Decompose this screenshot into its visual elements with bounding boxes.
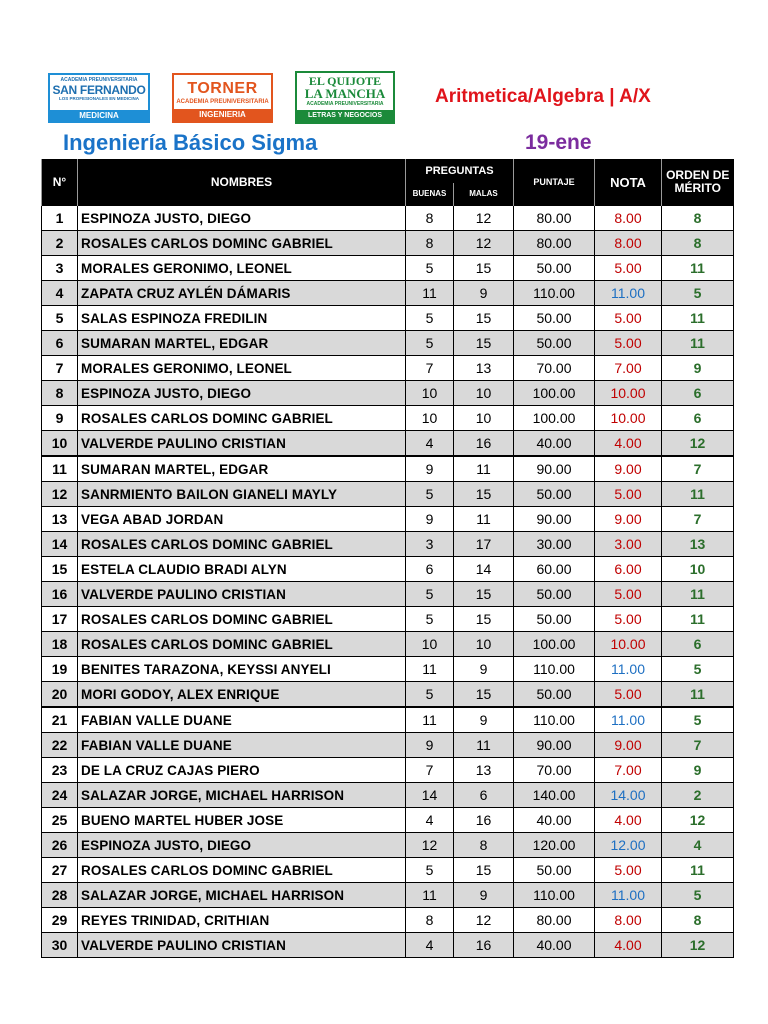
- orden-merito-value: 12: [662, 431, 734, 457]
- row-number: 23: [42, 758, 78, 783]
- puntaje-value: 100.00: [514, 381, 595, 406]
- row-number: 27: [42, 858, 78, 883]
- malas-count: 16: [454, 808, 514, 833]
- orden-merito-value: 8: [662, 231, 734, 256]
- malas-count: 15: [454, 256, 514, 281]
- col-header-names: NOMBRES: [78, 159, 406, 206]
- orden-merito-value: 10: [662, 557, 734, 582]
- malas-count: 6: [454, 783, 514, 808]
- orden-merito-value: 7: [662, 733, 734, 758]
- torner-logo: [172, 73, 273, 123]
- row-number: 9: [42, 406, 78, 431]
- table-row: [42, 808, 734, 833]
- row-number: 3: [42, 256, 78, 281]
- nota-value: 4.00: [595, 808, 662, 833]
- malas-count: 12: [454, 908, 514, 933]
- logo-tagline: ACADEMIA PREUNIVERSITARIA: [176, 99, 269, 105]
- puntaje-value: 40.00: [514, 933, 595, 958]
- puntaje-value: 90.00: [514, 733, 595, 758]
- nota-value: 11.00: [595, 281, 662, 306]
- malas-count: 15: [454, 607, 514, 632]
- buenas-count: 11: [406, 657, 454, 682]
- orden-merito-value: 7: [662, 456, 734, 482]
- buenas-count: 8: [406, 206, 454, 231]
- page-title: Ingeniería Básico Sigma: [63, 130, 318, 155]
- orden-merito-value: 11: [662, 331, 734, 356]
- logo-name: LA MANCHA: [304, 86, 386, 101]
- malas-count: 9: [454, 883, 514, 908]
- row-number: 21: [42, 707, 78, 733]
- row-number: 13: [42, 507, 78, 532]
- malas-count: 15: [454, 858, 514, 883]
- row-number: 16: [42, 582, 78, 607]
- row-number: 4: [42, 281, 78, 306]
- nota-value: 5.00: [595, 582, 662, 607]
- malas-count: 15: [454, 306, 514, 331]
- col-header-malas: MALAS: [454, 183, 514, 206]
- student-name: ESPINOZA JUSTO, DIEGO: [78, 381, 406, 406]
- student-name: SANRMIENTO BAILON GIANELI MAYLY: [78, 482, 406, 507]
- row-number: 17: [42, 607, 78, 632]
- student-name: MORALES GERONIMO, LEONEL: [78, 356, 406, 381]
- table-row: [42, 908, 734, 933]
- puntaje-value: 110.00: [514, 883, 595, 908]
- puntaje-value: 50.00: [514, 482, 595, 507]
- row-number: 10: [42, 431, 78, 457]
- student-name: ESPINOZA JUSTO, DIEGO: [78, 206, 406, 231]
- table-row: [42, 682, 734, 708]
- col-header-number: N°: [42, 159, 78, 206]
- nota-value: 9.00: [595, 733, 662, 758]
- orden-merito-value: 7: [662, 507, 734, 532]
- row-number: 5: [42, 306, 78, 331]
- table-row: [42, 557, 734, 582]
- puntaje-value: 50.00: [514, 331, 595, 356]
- malas-count: 15: [454, 582, 514, 607]
- orden-merito-value: 9: [662, 356, 734, 381]
- student-name: MORALES GERONIMO, LEONEL: [78, 256, 406, 281]
- row-number: 6: [42, 331, 78, 356]
- nota-value: 10.00: [595, 381, 662, 406]
- nota-value: 5.00: [595, 306, 662, 331]
- table-row: [42, 933, 734, 958]
- student-name: ROSALES CARLOS DOMINC GABRIEL: [78, 532, 406, 557]
- buenas-count: 10: [406, 406, 454, 431]
- orden-merito-value: 9: [662, 758, 734, 783]
- orden-merito-value: 11: [662, 482, 734, 507]
- orden-merito-value: 2: [662, 783, 734, 808]
- puntaje-value: 110.00: [514, 281, 595, 306]
- table-row: [42, 733, 734, 758]
- malas-count: 16: [454, 933, 514, 958]
- puntaje-value: 90.00: [514, 456, 595, 482]
- table-row: [42, 231, 734, 256]
- nota-value: 11.00: [595, 883, 662, 908]
- buenas-count: 5: [406, 256, 454, 281]
- orden-merito-value: 11: [662, 858, 734, 883]
- malas-count: 13: [454, 758, 514, 783]
- puntaje-value: 50.00: [514, 682, 595, 708]
- student-name: BUENO MARTEL HUBER JOSE: [78, 808, 406, 833]
- col-header-buenas: BUENAS: [406, 183, 454, 206]
- puntaje-value: 110.00: [514, 657, 595, 682]
- student-name: FABIAN VALLE DUANE: [78, 707, 406, 733]
- malas-count: 10: [454, 406, 514, 431]
- buenas-count: 9: [406, 456, 454, 482]
- malas-count: 9: [454, 707, 514, 733]
- nota-value: 8.00: [595, 206, 662, 231]
- orden-merito-value: 11: [662, 682, 734, 708]
- row-number: 14: [42, 532, 78, 557]
- malas-count: 11: [454, 507, 514, 532]
- table-row: [42, 833, 734, 858]
- nota-value: 11.00: [595, 657, 662, 682]
- logo-tagline: ACADEMIA PREUNIVERSITARIA: [60, 77, 138, 83]
- results-table: [41, 159, 734, 958]
- table-row: [42, 431, 734, 457]
- puntaje-value: 70.00: [514, 758, 595, 783]
- table-row: [42, 206, 734, 231]
- orden-merito-value: 5: [662, 707, 734, 733]
- table-row: [42, 607, 734, 632]
- orden-merito-value: 4: [662, 833, 734, 858]
- student-name: ROSALES CARLOS DOMINC GABRIEL: [78, 231, 406, 256]
- puntaje-value: 100.00: [514, 632, 595, 657]
- buenas-count: 11: [406, 281, 454, 306]
- malas-count: 12: [454, 206, 514, 231]
- col-header-orden: ORDEN DE MÉRITO: [662, 159, 734, 206]
- orden-merito-value: 5: [662, 657, 734, 682]
- logo-band: MEDICINA: [50, 110, 148, 121]
- row-number: 15: [42, 557, 78, 582]
- puntaje-value: 120.00: [514, 833, 595, 858]
- row-number: 12: [42, 482, 78, 507]
- puntaje-value: 30.00: [514, 532, 595, 557]
- orden-merito-value: 8: [662, 908, 734, 933]
- puntaje-value: 90.00: [514, 507, 595, 532]
- student-name: SUMARAN MARTEL, EDGAR: [78, 456, 406, 482]
- row-number: 8: [42, 381, 78, 406]
- results-body: [42, 206, 734, 958]
- orden-merito-value: 12: [662, 808, 734, 833]
- malas-count: 9: [454, 657, 514, 682]
- student-name: MORI GODOY, ALEX ENRIQUE: [78, 682, 406, 708]
- table-row: [42, 456, 734, 482]
- buenas-count: 9: [406, 507, 454, 532]
- table-row: [42, 632, 734, 657]
- buenas-count: 11: [406, 707, 454, 733]
- puntaje-value: 100.00: [514, 406, 595, 431]
- student-name: SALAZAR JORGE, MICHAEL HARRISON: [78, 883, 406, 908]
- row-number: 24: [42, 783, 78, 808]
- nota-value: 3.00: [595, 532, 662, 557]
- row-number: 25: [42, 808, 78, 833]
- nota-value: 5.00: [595, 482, 662, 507]
- buenas-count: 4: [406, 933, 454, 958]
- buenas-count: 5: [406, 582, 454, 607]
- puntaje-value: 40.00: [514, 808, 595, 833]
- buenas-count: 5: [406, 331, 454, 356]
- malas-count: 15: [454, 331, 514, 356]
- col-header-nota: NOTA: [595, 159, 662, 206]
- buenas-count: 14: [406, 783, 454, 808]
- nota-value: 4.00: [595, 431, 662, 457]
- student-name: SALAS ESPINOZA FREDILIN: [78, 306, 406, 331]
- buenas-count: 8: [406, 231, 454, 256]
- buenas-count: 5: [406, 858, 454, 883]
- table-row: [42, 406, 734, 431]
- row-number: 7: [42, 356, 78, 381]
- nota-value: 5.00: [595, 331, 662, 356]
- puntaje-value: 40.00: [514, 431, 595, 457]
- nota-value: 12.00: [595, 833, 662, 858]
- student-name: DE LA CRUZ CAJAS PIERO: [78, 758, 406, 783]
- malas-count: 8: [454, 833, 514, 858]
- table-row: [42, 381, 734, 406]
- student-name: REYES TRINIDAD, CRITHIAN: [78, 908, 406, 933]
- table-row: [42, 758, 734, 783]
- student-name: SUMARAN MARTEL, EDGAR: [78, 331, 406, 356]
- row-number: 19: [42, 657, 78, 682]
- puntaje-value: 50.00: [514, 858, 595, 883]
- nota-value: 4.00: [595, 933, 662, 958]
- row-number: 18: [42, 632, 78, 657]
- puntaje-value: 70.00: [514, 356, 595, 381]
- puntaje-value: 140.00: [514, 783, 595, 808]
- nota-value: 7.00: [595, 758, 662, 783]
- orden-merito-value: 6: [662, 632, 734, 657]
- puntaje-value: 50.00: [514, 582, 595, 607]
- student-name: VEGA ABAD JORDAN: [78, 507, 406, 532]
- buenas-count: 11: [406, 883, 454, 908]
- orden-merito-value: 13: [662, 532, 734, 557]
- buenas-count: 5: [406, 682, 454, 708]
- table-row: [42, 256, 734, 281]
- puntaje-value: 50.00: [514, 306, 595, 331]
- student-name: ESPINOZA JUSTO, DIEGO: [78, 833, 406, 858]
- table-row: [42, 657, 734, 682]
- table-row: [42, 707, 734, 733]
- student-name: ROSALES CARLOS DOMINC GABRIEL: [78, 632, 406, 657]
- logo-tagline: EL QUIJOTE: [308, 74, 382, 88]
- student-name: VALVERDE PAULINO CRISTIAN: [78, 582, 406, 607]
- table-row: [42, 532, 734, 557]
- buenas-count: 12: [406, 833, 454, 858]
- nota-value: 5.00: [595, 682, 662, 708]
- nota-value: 10.00: [595, 632, 662, 657]
- orden-merito-value: 8: [662, 206, 734, 231]
- orden-merito-value: 6: [662, 406, 734, 431]
- row-number: 29: [42, 908, 78, 933]
- quijote-logo: [295, 71, 395, 124]
- row-number: 28: [42, 883, 78, 908]
- buenas-count: 5: [406, 306, 454, 331]
- buenas-count: 10: [406, 632, 454, 657]
- nota-value: 10.00: [595, 406, 662, 431]
- orden-merito-value: 11: [662, 582, 734, 607]
- buenas-count: 5: [406, 607, 454, 632]
- san-fernando-logo: [48, 73, 150, 123]
- table-row: [42, 281, 734, 306]
- buenas-count: 4: [406, 431, 454, 457]
- puntaje-value: 110.00: [514, 707, 595, 733]
- logo-band: INGENIERIA: [174, 109, 271, 121]
- student-name: SALAZAR JORGE, MICHAEL HARRISON: [78, 783, 406, 808]
- nota-value: 8.00: [595, 231, 662, 256]
- malas-count: 11: [454, 456, 514, 482]
- student-name: VALVERDE PAULINO CRISTIAN: [78, 933, 406, 958]
- buenas-count: 5: [406, 482, 454, 507]
- table-row: [42, 356, 734, 381]
- subject-heading: Aritmetica/Algebra | A/X: [435, 86, 651, 107]
- malas-count: 10: [454, 632, 514, 657]
- orden-merito-value: 11: [662, 256, 734, 281]
- puntaje-value: 80.00: [514, 206, 595, 231]
- malas-count: 12: [454, 231, 514, 256]
- buenas-count: 7: [406, 356, 454, 381]
- nota-value: 5.00: [595, 858, 662, 883]
- malas-count: 13: [454, 356, 514, 381]
- nota-value: 9.00: [595, 456, 662, 482]
- orden-merito-value: 11: [662, 306, 734, 331]
- malas-count: 15: [454, 682, 514, 708]
- row-number: 1: [42, 206, 78, 231]
- row-number: 22: [42, 733, 78, 758]
- malas-count: 10: [454, 381, 514, 406]
- buenas-count: 8: [406, 908, 454, 933]
- buenas-count: 6: [406, 557, 454, 582]
- malas-count: 15: [454, 482, 514, 507]
- nota-value: 6.00: [595, 557, 662, 582]
- logo-band: LETRAS Y NEGOCIOS: [297, 110, 393, 122]
- nota-value: 9.00: [595, 507, 662, 532]
- student-name: VALVERDE PAULINO CRISTIAN: [78, 431, 406, 457]
- malas-count: 11: [454, 733, 514, 758]
- malas-count: 14: [454, 557, 514, 582]
- row-number: 11: [42, 456, 78, 482]
- exam-date: 19-ene: [525, 131, 592, 154]
- logo-subtagline: LOS PROFESIONALES EN MEDICINA: [58, 96, 139, 101]
- table-row: [42, 883, 734, 908]
- puntaje-value: 60.00: [514, 557, 595, 582]
- nota-value: 5.00: [595, 607, 662, 632]
- nota-value: 11.00: [595, 707, 662, 733]
- orden-merito-value: 11: [662, 607, 734, 632]
- row-number: 30: [42, 933, 78, 958]
- student-name: ROSALES CARLOS DOMINC GABRIEL: [78, 406, 406, 431]
- buenas-count: 10: [406, 381, 454, 406]
- puntaje-value: 50.00: [514, 607, 595, 632]
- malas-count: 17: [454, 532, 514, 557]
- row-number: 26: [42, 833, 78, 858]
- orden-merito-value: 6: [662, 381, 734, 406]
- student-name: ROSALES CARLOS DOMINC GABRIEL: [78, 607, 406, 632]
- buenas-count: 9: [406, 733, 454, 758]
- puntaje-value: 80.00: [514, 231, 595, 256]
- table-row: [42, 507, 734, 532]
- student-name: ROSALES CARLOS DOMINC GABRIEL: [78, 858, 406, 883]
- table-row: [42, 582, 734, 607]
- buenas-count: 7: [406, 758, 454, 783]
- orden-merito-value: 5: [662, 281, 734, 306]
- row-number: 2: [42, 231, 78, 256]
- col-header-preguntas: PREGUNTAS: [406, 159, 514, 183]
- puntaje-value: 50.00: [514, 256, 595, 281]
- student-name: FABIAN VALLE DUANE: [78, 733, 406, 758]
- orden-merito-value: 5: [662, 883, 734, 908]
- nota-value: 8.00: [595, 908, 662, 933]
- table-row: [42, 858, 734, 883]
- nota-value: 7.00: [595, 356, 662, 381]
- row-number: 20: [42, 682, 78, 708]
- buenas-count: 4: [406, 808, 454, 833]
- student-name: BENITES TARAZONA, KEYSSI ANYELI: [78, 657, 406, 682]
- table-row: [42, 306, 734, 331]
- malas-count: 16: [454, 431, 514, 457]
- student-name: ZAPATA CRUZ AYLÉN DÁMARIS: [78, 281, 406, 306]
- col-header-puntaje: PUNTAJE: [514, 159, 595, 206]
- table-row: [42, 331, 734, 356]
- puntaje-value: 80.00: [514, 908, 595, 933]
- nota-value: 14.00: [595, 783, 662, 808]
- orden-merito-value: 12: [662, 933, 734, 958]
- buenas-count: 3: [406, 532, 454, 557]
- logo-name: TORNER: [187, 80, 258, 97]
- student-name: ESTELA CLAUDIO BRADI ALYN: [78, 557, 406, 582]
- logo-name: SAN FERNANDO: [52, 83, 146, 97]
- nota-value: 5.00: [595, 256, 662, 281]
- table-row: [42, 482, 734, 507]
- logo-subtagline: ACADEMIA PREUNIVERSITARIA: [306, 101, 384, 107]
- table-row: [42, 783, 734, 808]
- malas-count: 9: [454, 281, 514, 306]
